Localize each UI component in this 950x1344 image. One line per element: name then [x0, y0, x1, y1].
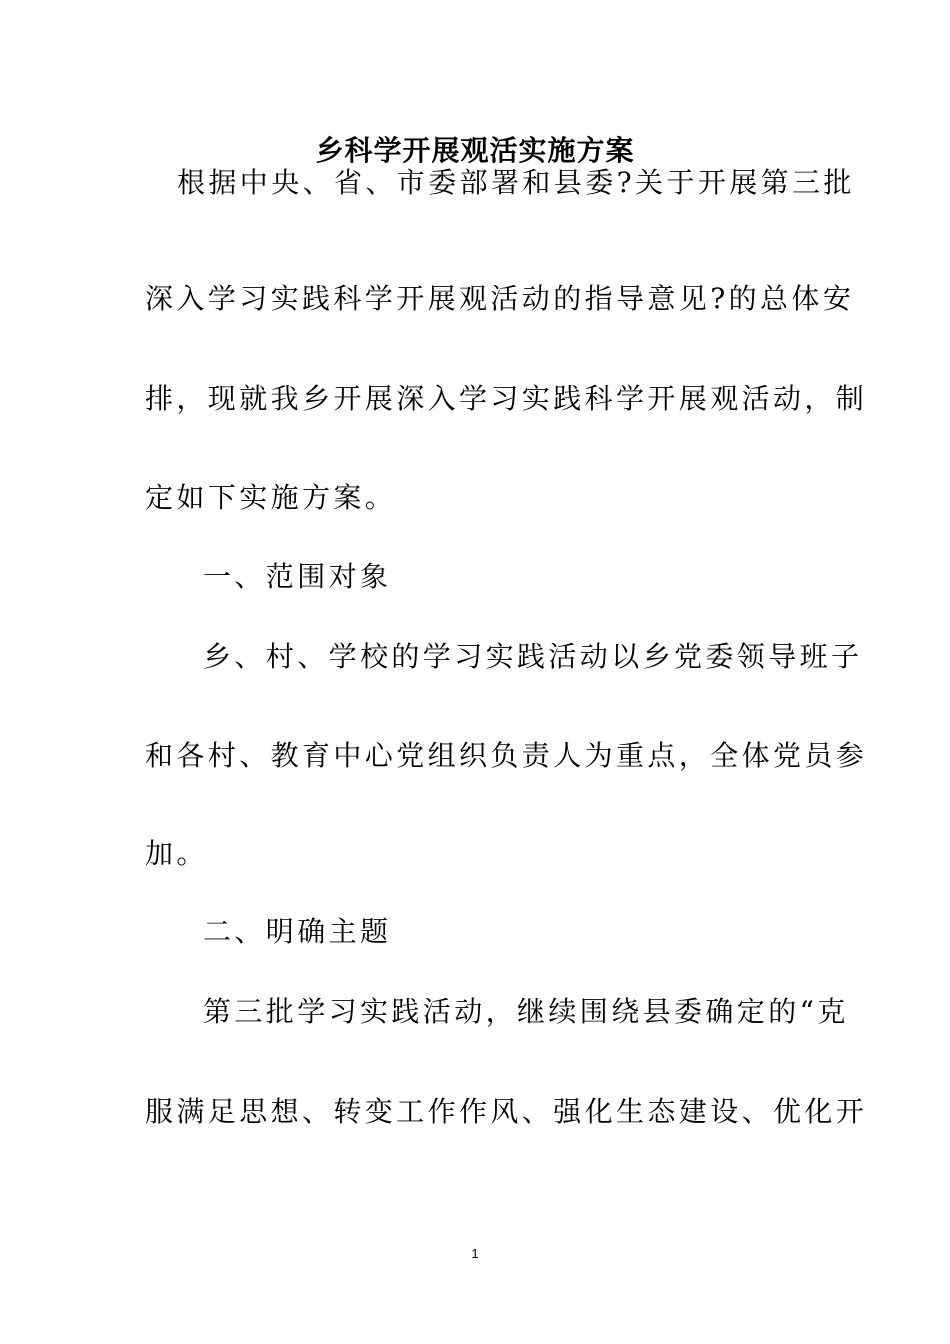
paragraph-line: 加。	[145, 837, 208, 870]
paragraph-line: 第三批学习实践活动，继续围绕县委确定的“克	[203, 995, 849, 1028]
paragraph-line: 根据中央、省、市委部署和县委?关于开展第三批	[177, 166, 855, 199]
paragraph-line: 定如下实施方案。	[145, 481, 397, 514]
paragraph-line: 乡、村、学校的学习实践活动以乡党委领导班子	[203, 640, 863, 673]
section-heading: 二、明确主题	[203, 915, 392, 948]
paragraph-line: 排，现就我乡开展深入学习实践科学开展观活动，制	[145, 382, 868, 415]
page-number: 1	[471, 1246, 479, 1261]
paragraph-line: 服满足思想、转变工作作风、强化生态建设、优化开	[145, 1095, 868, 1128]
paragraph-line: 深入学习实践科学开展观活动的指导意见?的总体安	[145, 282, 855, 315]
section-heading: 一、范围对象	[203, 560, 392, 593]
paragraph-line: 和各村、教育中心党组织负责人为重点，全体党员参	[145, 739, 868, 772]
document-title: 乡科学开展观活实施方案	[315, 134, 635, 167]
